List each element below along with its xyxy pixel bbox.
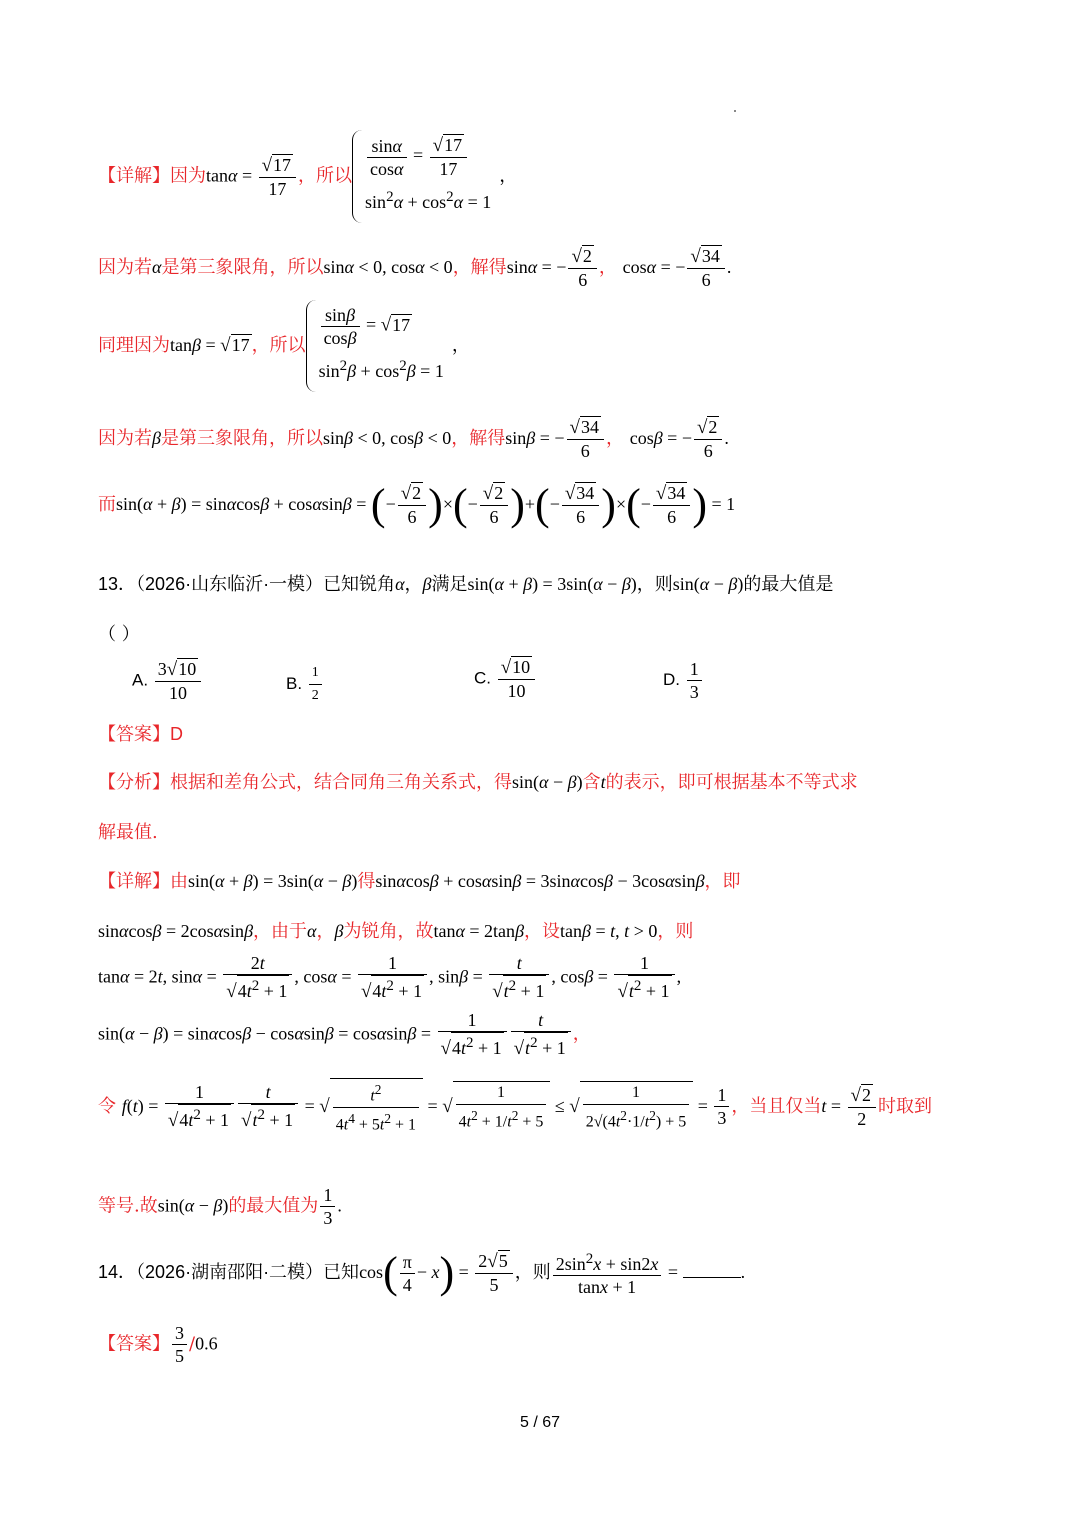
detail-label: 【详解】 [98, 871, 170, 892]
detail-line-5: 而sin(α + β) = sinαcosβ + cosαsinβ = (− $\frac{√2}{6}$ )×(− $\frac{√2}{6}$ )+(− $\frac{√34}{6}$ )×(− $\frac{√34}{6}$ ) = 1 [98, 480, 736, 529]
text: ，由于 [253, 921, 308, 942]
q13-detail-5: 令 f(t) = $\frac{1}{√4t^2 + 1}$ $\frac{t}{√t^2 + 1}$ = √ $\frac{t^2}{4t^4 + 5t^2 + 1}$ = √ $\frac{1}{4t^2 + 1/t^2 + 5}$ ≤ √ $\frac{1}{2√(4t^2\cdot 1/t^2) + 5}$ = $\frac{1}{3}$ ，当且仅当t = $\frac{√2}{2}$ 时取到 [98, 1078, 932, 1137]
option-d[interactable]: D. $\frac{1}{3}$ [663, 658, 704, 703]
text: ，则 [514, 1262, 551, 1283]
detail-line-1: 【详解】因为tanα = $\frac{√17}{17}$ ，所以 $\frac{\sin\alpha}{\cos\alpha}$ = $\frac{√17}{17}$ $\sin^2\alpha + \cos^2\alpha = 1$ ， [98, 130, 517, 223]
text: ，解得 [452, 257, 507, 278]
answer-label: 【答案】 [98, 724, 170, 745]
answer-blank[interactable] [683, 1263, 741, 1278]
question-13: 13．（2026·山东临沂·一模）已知锐角α，β满足sin(α + β) = 3sin(α − β)，则sin(α − β)的最大值是 [98, 574, 834, 595]
text: 令 [98, 1095, 116, 1117]
text: 的最大值为 [228, 1195, 319, 1217]
detail-line-2: 因为若α是第三象限角，所以sinα < 0, cosα < 0，解得sinα = − $\frac{√2}{6}$ ， cosα = − $\frac{√34}{6}$ . [98, 246, 732, 290]
page-number: 5 / 67 [519, 1414, 561, 1431]
text: 因为若 [98, 257, 152, 278]
text: 是第三象限角，所以 [161, 257, 324, 278]
detail-line-3: 同理因为tanβ = √17 ，所以 $\frac{\sin\beta}{\cos\beta}$ = √17 $\sin^2\beta + \cos^2\beta = 1$ ， [98, 300, 470, 392]
speck [734, 110, 736, 112]
q13-detail-6: 等号.故sin(α − β)的最大值为 $\frac{1}{3}$ . [98, 1185, 342, 1228]
option-letter: B. [286, 673, 303, 693]
option-letter: D. [663, 669, 680, 689]
question-number: 14． [98, 1262, 137, 1282]
text: ，当且仅当 [731, 1095, 822, 1117]
option-letter: C. [474, 668, 491, 688]
text: ，设 [524, 921, 561, 942]
text: 的表示，即可根据基本不等式求 [605, 772, 858, 793]
text: ，即 [704, 871, 741, 892]
option-a[interactable]: A. $\frac{3√10}{10}$ [132, 658, 203, 704]
text: 等号.故 [98, 1195, 158, 1217]
detail-label: 【详解】 [98, 165, 170, 187]
equation-system: $\frac{\sin\alpha}{\cos\alpha}$ = $\frac{√17}{17}$ $\sin^2\alpha + \cos^2\alpha = 1$ [352, 130, 499, 223]
fraction: $\frac{√17}{17}$ [259, 154, 296, 200]
q13-detail-1: 【详解】由sin(α + β) = 3sin(α − β)得sinαcosβ + cosαsinβ = 3sinαcosβ − 3cosαsinβ，即 [98, 871, 741, 892]
text: ， [404, 574, 423, 595]
text: 为锐角，故 [343, 921, 434, 942]
text: ，解得 [451, 428, 506, 449]
text: 同理因为 [98, 335, 170, 356]
text: 根据和差角公式，结合同角三角关系式，得 [170, 772, 512, 793]
text: 而 [98, 494, 116, 515]
question-number: 13． [98, 574, 137, 594]
analysis-label: 【分析】 [98, 772, 170, 793]
text: ， [598, 257, 617, 278]
q13-analysis-2: 解最值. [98, 822, 158, 843]
q13-detail-4: sin(α − β) = sinαcosβ − cosαsinβ = cosαsinβ = $\frac{1}{√4t^2 + 1}$ $\frac{t}{√t^2 + 1}$ ， [98, 1010, 591, 1059]
text: 含 [582, 772, 601, 793]
question-14: 14．（2026·湖南邵阳·二模）已知cos( $\frac{\pi}{4}$ − x) = $\frac{2√5}{5}$ ，则 $\frac{2\sin^2x + \sin 2x}{\tan x + 1}$ = . [98, 1248, 746, 1297]
separator: / [189, 1333, 196, 1355]
q14-answer: 【答案】 $\frac{3}{5}$ /0.6 [98, 1323, 218, 1366]
text: ，所以 [251, 335, 306, 356]
q13-analysis: 【分析】根据和差角公式，结合同角三角关系式，得sin(α − β)含t的表示，即可根据基本不等式求 [98, 772, 858, 793]
answer-value: 0.6 [195, 1333, 218, 1354]
option-letter: A. [132, 670, 149, 690]
text: 因为 [170, 165, 206, 187]
text: 时取到 [877, 1095, 932, 1117]
answer-value: D [170, 724, 183, 744]
question-source: （2026·山东临沂·一模） [136, 574, 324, 594]
text: 得 [357, 871, 376, 892]
text: ， [316, 921, 335, 942]
equation-system: $\frac{\sin\beta}{\cos\beta}$ = √17 $\sin^2\beta + \cos^2\beta = 1$ [306, 300, 452, 392]
q13-detail-3: tanα = 2t, sinα = $\frac{2t}{√4t^2 + 1}$ , cosα = $\frac{1}{√4t^2 + 1}$ , sinβ = $\frac{t}{√t^2 + 1}$ , cosβ = $\frac{1}{√t^2 + 1}$ , [98, 953, 682, 1002]
text: ，则 [636, 574, 673, 595]
text: 满足 [431, 574, 468, 595]
text: 的最大值是 [743, 574, 834, 595]
text: 已知锐角 [323, 574, 396, 595]
option-b[interactable]: B. $\frac{1}{2}$ [286, 662, 324, 707]
text: 已知 [323, 1262, 360, 1283]
question-source: （2026·湖南邵阳·二模） [136, 1262, 324, 1282]
text: ，则 [657, 921, 694, 942]
answer-label: 【答案】 [98, 1333, 170, 1355]
text: ，所以 [298, 165, 353, 187]
option-c[interactable]: C. $\frac{√10}{10}$ [474, 656, 537, 702]
detail-line-4: 因为若β是第三象限角，所以sinβ < 0, cosβ < 0，解得sinβ = − $\frac{√34}{6}$ ， cosβ = − $\frac{√2}{6}$ . [98, 417, 729, 461]
question-13-paren: （ ） [98, 624, 140, 645]
text: ， [605, 428, 624, 449]
text: 是第三象限角，所以 [160, 428, 323, 449]
q13-answer [98, 720, 183, 746]
text: 由 [170, 871, 188, 892]
text: 因为若 [98, 428, 152, 449]
q13-detail-2: sinαcosβ = 2cosαsinβ，由于α，β为锐角，故tanα = 2tanβ，设tanβ = t, t > 0，则 [98, 921, 694, 942]
